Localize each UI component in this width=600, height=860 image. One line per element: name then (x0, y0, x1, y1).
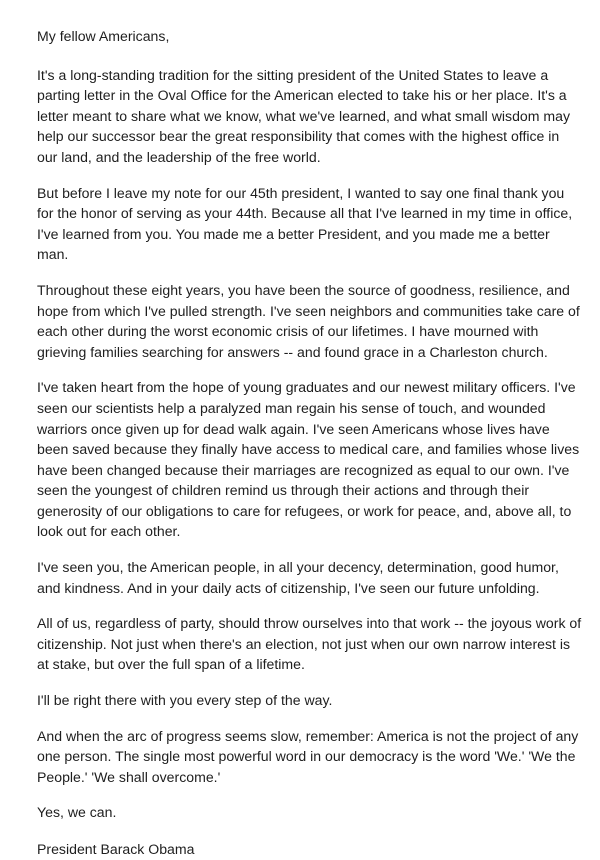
paragraph-eight-years (37, 280, 580, 362)
text-line: for the honor of serving as your 44th. Because all that I've learned in my time in office, (37, 205, 573, 222)
paragraph-tradition (37, 65, 576, 168)
text-line: grieving families searching for answers -- and found grace in a Charleston church. (37, 343, 548, 360)
text-line: letter meant to share what we know, what we've learned, and what small wisdom may (37, 107, 571, 124)
text-line: Throughout these eight years, you have been the source of goodness, resilience, and (37, 281, 570, 298)
text-line: help our successor bear the great responsibility that comes with the highest office in (37, 128, 560, 145)
text-line: I've taken heart from the hope of young graduates and our newest military officers. I've (37, 379, 576, 396)
text-line: man. (37, 246, 69, 263)
closing: Yes, we can. (37, 804, 117, 821)
text-line: look out for each other. (37, 523, 181, 540)
text-line: have been changed because their marriages are recognized as equal to our own. I've (37, 461, 570, 478)
signature: President Barack Obama (37, 841, 195, 857)
text-line: one person. The single most powerful word in our democracy is the word 'We.' 'We the (37, 748, 576, 765)
text-line: I've learned from you. You made me a better President, and you made me a better (37, 225, 550, 242)
paragraph-all-of-us (37, 613, 582, 675)
text-line: seen our scientists help a paralyzed man regain his sense of touch, and wounded (37, 399, 546, 416)
text-line: seen the youngest of children remind us through their actions and through their (37, 482, 530, 499)
text-line: each other during the worst economic crisis of our lifetimes. I have mourned with (37, 323, 539, 340)
text-line: been saved because they finally have access to medical care, and families whose lives (37, 441, 580, 458)
text-line: I've seen you, the American people, in all your decency, determination, good humor, (37, 559, 559, 576)
salutation: My fellow Americans, (37, 28, 170, 44)
text-line: at stake, but over the full span of a lifetime. (37, 656, 305, 673)
paragraph-thank-you (37, 183, 576, 265)
text-line: And when the arc of progress seems slow, remember: America is not the project of any (37, 727, 579, 744)
paragraph-american-people (37, 557, 576, 598)
text-line: But before I leave my note for our 45th president, I wanted to say one final thank you (37, 184, 565, 201)
paragraph-arc-of-progress (37, 726, 579, 788)
text-line: hope from which I've pulled strength. I've seen neighbors and communities take care of (37, 302, 580, 319)
text-line: All of us, regardless of party, should throw ourselves into that work -- the joyous work of (37, 615, 582, 632)
text-line: generosity of our obligations to care for refugees, or work for peace, and, above all, to (37, 502, 572, 519)
paragraph-taken-heart (37, 377, 580, 542)
text-line: warriors once given up for dead walk again. I've seen Americans whose lives have (37, 420, 550, 437)
text-line: People.' 'We shall overcome.' (37, 768, 221, 785)
text-line: our land, and the leadership of the free world. (37, 148, 321, 165)
text-line: parting letter in the Oval Office for the American elected to take his or her place. It's a (37, 87, 567, 104)
paragraph-right-there (37, 690, 576, 711)
text-line: and kindness. And in your daily acts of citizenship, I've seen our future unfolding. (37, 579, 540, 596)
text-line: It's a long-standing tradition for the sitting president of the United States to leave a (37, 66, 549, 83)
text-line: citizenship. Not just when there's an election, not just when our own narrow interest is (37, 635, 571, 652)
text-line: I'll be right there with you every step of the way. (37, 692, 333, 709)
